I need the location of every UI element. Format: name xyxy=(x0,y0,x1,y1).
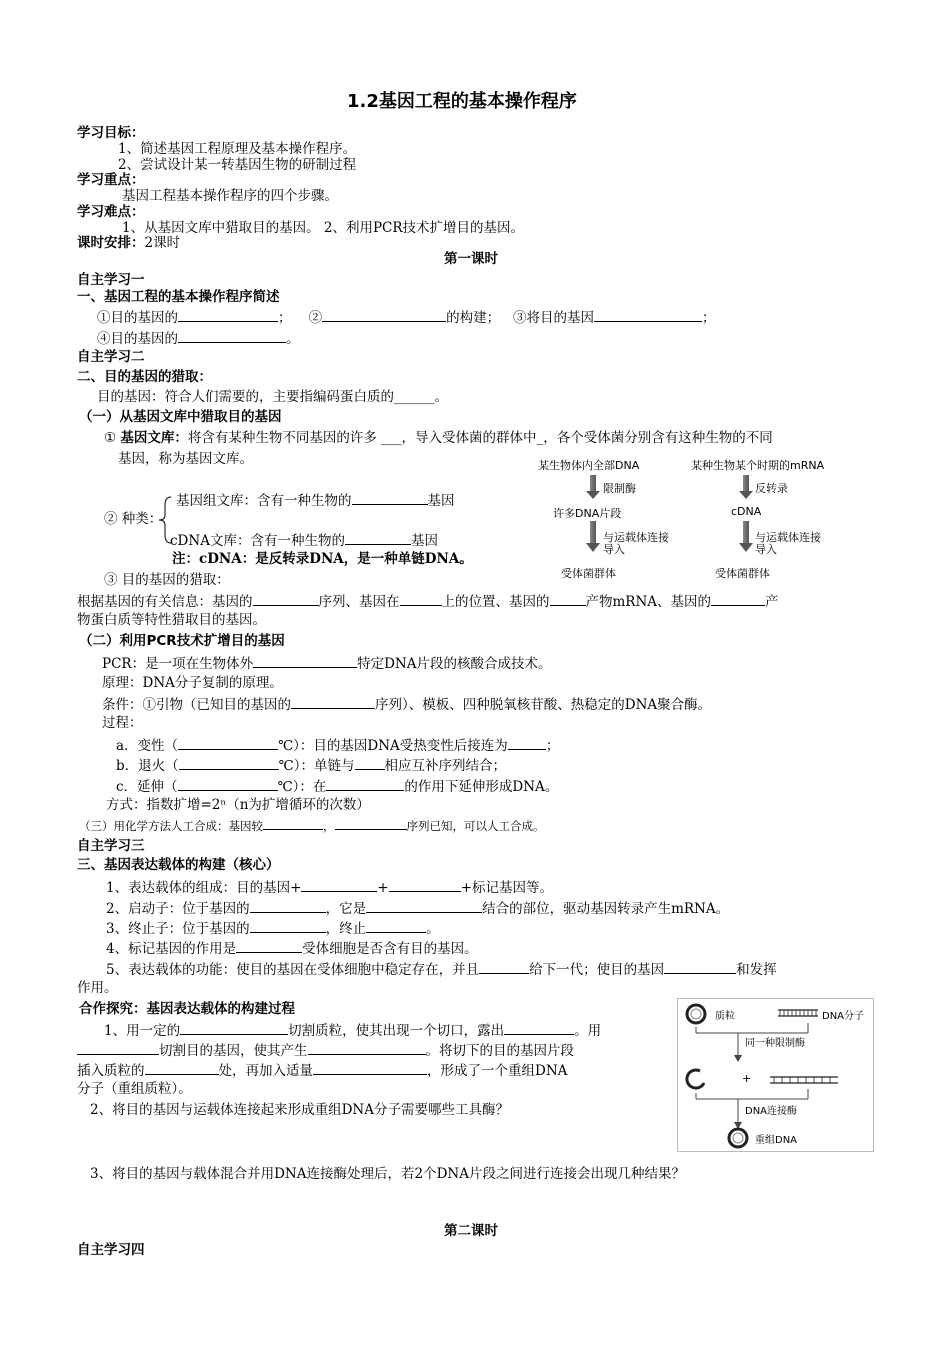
fig1-right-bottom: 受体菌群体 xyxy=(715,567,770,580)
schedule-label: 课时安排： xyxy=(77,235,145,251)
library-label: 基因文库： xyxy=(120,430,188,446)
v-text: 4、标记基因的作用是 xyxy=(106,941,237,957)
answer-blank[interactable] xyxy=(145,1060,219,1075)
self-study-2: 自主学习二 xyxy=(77,349,145,365)
coop-2: 2、将目的基因与运载体连接起来形成重组DNA分子需要哪些工具酶？ xyxy=(90,1102,509,1118)
fig2-plasmid: 质粒 xyxy=(715,1011,735,1022)
page-title: 1.2基因工程的基本操作程序 xyxy=(347,91,577,112)
difficulty-text: 1、从基因文库中猎取目的基因。 2、利用PCR技术扩增目的基因。 xyxy=(122,220,525,236)
v-text: 给下一代；使目的基因 xyxy=(529,962,665,978)
fig1-left-step2b: 导入 xyxy=(603,543,625,556)
pcr-conditions xyxy=(102,694,711,714)
answer-blank[interactable] xyxy=(250,898,326,913)
hunt-line xyxy=(77,591,779,611)
vector-2 xyxy=(106,898,729,918)
section-1-heading: 一、基因工程的基本操作程序简述 xyxy=(77,289,280,305)
fig1-left-top: 某生物体内全部DNA xyxy=(538,459,640,472)
fig2-plus: + xyxy=(742,1072,752,1085)
v-text: 2、启动子：位于基因的 xyxy=(106,901,250,917)
c-text: 。用 xyxy=(574,1023,602,1039)
schedule-line xyxy=(77,234,180,252)
step-text: ①目的基因的 xyxy=(97,310,178,326)
hunt-text: 上的位置、基因的 xyxy=(441,594,550,610)
self-study-3: 自主学习三 xyxy=(77,838,145,854)
answer-blank[interactable] xyxy=(335,817,407,830)
fig2-recomb: 重组DNA xyxy=(755,1135,798,1146)
c-text: 1、用一定的 xyxy=(104,1023,181,1039)
step-text: c．延伸（ xyxy=(116,779,178,795)
pcr-step-c xyxy=(116,776,558,796)
vector-5 xyxy=(106,959,777,979)
step-text: ④目的基因的 xyxy=(97,331,178,347)
coop-1c xyxy=(77,1060,567,1080)
v-text: 。 xyxy=(426,921,440,937)
vector-4 xyxy=(106,938,478,958)
target-gene-def: 目的基因：符合人们需要的，主要指编码蛋白质的______。 xyxy=(97,389,448,405)
subsection-2: （二）利用PCR技术扩增目的基因 xyxy=(79,633,285,649)
steps-line-1 xyxy=(97,307,716,327)
answer-blank[interactable] xyxy=(479,959,529,974)
hunt-text: 根据基因的有关信息：基因的 xyxy=(77,594,253,610)
answer-blank[interactable] xyxy=(178,307,278,322)
answer-blank[interactable] xyxy=(178,735,278,750)
kind-1 xyxy=(176,490,455,510)
answer-blank[interactable] xyxy=(308,1040,426,1055)
c-text: 插入质粒的 xyxy=(77,1063,145,1079)
fig2-dna: DNA分子 xyxy=(822,1011,865,1022)
num: ① xyxy=(104,430,117,446)
pcr-text: 特定DNA片段的核酸合成技术。 xyxy=(357,656,552,672)
answer-blank[interactable] xyxy=(178,328,286,343)
v-text: + xyxy=(377,880,389,896)
answer-blank[interactable] xyxy=(345,530,411,545)
answer-blank[interactable] xyxy=(366,898,482,913)
pcr-step-a xyxy=(116,735,559,755)
v-text: 1、表达载体的组成：目的基因+ xyxy=(106,880,302,896)
answer-blank[interactable] xyxy=(400,591,442,606)
pcr-process: 过程： xyxy=(102,715,143,731)
fig1-right-step2a: 与运载体连接 xyxy=(755,531,821,544)
vector-3 xyxy=(106,918,440,938)
pcr-mode: 方式：指数扩增=2ⁿ（n为扩增循环的次数） xyxy=(106,797,370,813)
answer-blank[interactable] xyxy=(236,938,302,953)
answer-blank[interactable] xyxy=(352,490,428,505)
fig1-left-bottom: 受体菌群体 xyxy=(561,567,616,580)
kind-label: ② 种类： xyxy=(104,511,163,527)
v-text: 3、终止子：位于基因的 xyxy=(106,921,250,937)
cond-text: 序列）、模板、四种脱氧核苷酸、热稳定的DNA聚合酶。 xyxy=(375,697,712,713)
library-line-2: 基因，称为基因文库。 xyxy=(118,451,253,467)
answer-blank[interactable] xyxy=(366,918,426,933)
v-text: ，它是 xyxy=(325,901,367,917)
step-text: ③将目的基因 xyxy=(513,310,595,326)
fig1-right-step1: 反转录 xyxy=(755,482,788,495)
step-text: 相应互补序列结合； xyxy=(384,758,507,774)
step-text: ℃）：在 xyxy=(277,779,327,795)
fig1-left-mid: 许多DNA片段 xyxy=(553,507,622,520)
answer-blank[interactable] xyxy=(594,307,702,322)
hunt-text: 产 xyxy=(765,594,779,610)
answer-blank[interactable] xyxy=(301,877,377,892)
answer-blank[interactable] xyxy=(504,1020,574,1035)
subsection-1: （一）从基因文库中猎取目的基因 xyxy=(79,409,282,425)
goal-1: 1、简述基因工程原理及基本操作程序。 xyxy=(118,141,357,157)
answer-blank[interactable] xyxy=(355,755,385,770)
answer-blank[interactable] xyxy=(253,591,319,606)
answer-blank[interactable] xyxy=(179,755,279,770)
answer-blank[interactable] xyxy=(508,735,546,750)
cut-plasmid-icon xyxy=(687,1070,704,1088)
pcr-principle: 原理：DNA分子复制的原理。 xyxy=(102,675,283,691)
step-text: b．退火（ xyxy=(116,758,179,774)
coop-1b xyxy=(77,1040,574,1060)
fig1-left-step1: 限制酶 xyxy=(603,482,636,495)
focus-text: 基因工程基本操作程序的四个步骤。 xyxy=(122,188,338,204)
step-text: ； xyxy=(545,738,560,754)
hunt-line-2: 物蛋白质等特性猎取目的基因。 xyxy=(77,612,266,628)
coop-heading: 合作探究：基因表达载体的构建过程 xyxy=(79,1001,295,1017)
goal-2: 2、尝试设计某一转基因生物的研制过程 xyxy=(118,157,357,173)
v-text: 5、表达载体的功能：使目的基因在受体细胞中稳定存在，并且 xyxy=(106,962,480,978)
step-text: ； xyxy=(702,310,716,326)
hunt-text: 产物mRNA、基因的 xyxy=(585,594,712,610)
cdna-note: 注：cDNA：是反转录DNA，是一种单链DNA。 xyxy=(172,551,473,567)
focus-label: 学习重点： xyxy=(77,172,145,188)
answer-blank[interactable] xyxy=(250,918,326,933)
v-text: ，终止 xyxy=(325,921,367,937)
self-study-1: 自主学习一 xyxy=(77,272,145,288)
answer-blank[interactable] xyxy=(326,776,404,791)
step-text: a．变性（ xyxy=(116,738,179,754)
coop-3: 3、将目的基因与载体混合并用DNA连接酶处理后，若2个DNA片段之间进行连接会出现几种结果？ xyxy=(90,1166,685,1182)
subsection-3 xyxy=(79,817,545,835)
hunt-label: ③ 目的基因的猎取： xyxy=(104,572,230,588)
difficulty-label: 学习难点： xyxy=(77,204,145,220)
answer-blank[interactable] xyxy=(178,776,278,791)
lesson-1-heading: 第一课时 xyxy=(444,251,498,267)
plasmid-icon xyxy=(687,1005,705,1023)
v-text: 结合的部位，驱动基因转录产生mRNA。 xyxy=(482,901,730,917)
answer-blank[interactable] xyxy=(711,591,765,606)
sub3-text: （三）用化学方法人工合成：基因较 xyxy=(79,819,263,833)
pcr-text: PCR：是一项在生物体外 xyxy=(102,656,254,672)
coop-1 xyxy=(104,1020,601,1040)
answer-blank[interactable] xyxy=(550,591,586,606)
dna-strand-icon xyxy=(778,1010,818,1016)
answer-blank[interactable] xyxy=(291,694,375,709)
answer-blank[interactable] xyxy=(664,959,736,974)
coop-1d: 分子（重组质粒）。 xyxy=(77,1081,192,1097)
self-study-4: 自主学习四 xyxy=(77,1242,145,1258)
library-text: 将含有某种生物不同基因的许多 ___，导入受体菌的群体中_，各个受体菌分别含有这种生物的不同 xyxy=(187,430,773,446)
fig2-ligase: DNA连接酶 xyxy=(745,1106,798,1117)
c-text: 。将切下的目的基因片段 xyxy=(425,1043,574,1059)
hunt-text: 序列、基因在 xyxy=(318,594,400,610)
goals-label: 学习目标： xyxy=(77,125,145,141)
steps-line-2 xyxy=(97,328,300,348)
step-text: ； xyxy=(278,310,292,326)
fig1-right-mid: cDNA xyxy=(731,505,762,518)
answer-blank[interactable] xyxy=(313,1060,427,1075)
step-text: ℃）：单链与 xyxy=(278,758,355,774)
step-text: 的作用下延伸形成DNA。 xyxy=(404,779,559,795)
v-text: 和发挥 xyxy=(736,962,777,978)
step-text: ℃）：目的基因DNA受热变性后接连为 xyxy=(278,738,508,754)
step-text: 的构建； xyxy=(446,310,501,326)
c-text: ，形成了一个重组DNA xyxy=(427,1063,568,1079)
kind-text: 基因组文库：含有一种生物的 xyxy=(176,493,352,509)
fig1-left-step2a: 与运载体连接 xyxy=(603,531,669,544)
v-text: 受体细胞是否含有目的基因。 xyxy=(302,941,478,957)
c-text: 切割目的基因，使其产生 xyxy=(159,1043,308,1059)
v-text: +标记基因等。 xyxy=(460,880,554,896)
schedule-text: 2课时 xyxy=(144,235,181,251)
cond-text: 条件：①引物（已知目的基因的 xyxy=(102,697,291,713)
step-text: 。 xyxy=(286,331,300,347)
section-2-heading: 二、目的基因的猎取： xyxy=(77,369,212,385)
answer-blank[interactable] xyxy=(389,877,461,892)
cut-fragment-icon xyxy=(770,1077,838,1083)
pcr-step-b xyxy=(116,755,506,775)
recombinant-dna-icon xyxy=(729,1129,747,1147)
step-text: ② xyxy=(308,310,323,326)
lesson-2-heading: 第二课时 xyxy=(444,1223,498,1239)
fig2-enzyme: 同一种限制酶 xyxy=(745,1038,805,1049)
fig1-right-top: 某种生物某个时期的mRNA xyxy=(691,459,825,472)
kind-text: 基因 xyxy=(410,533,438,549)
answer-blank[interactable] xyxy=(263,817,323,830)
answer-blank[interactable] xyxy=(253,653,357,668)
section-3-heading: 三、基因表达载体的构建（核心） xyxy=(77,857,280,873)
kind-text: cDNA文库：含有一种生物的 xyxy=(170,533,345,549)
answer-blank[interactable] xyxy=(180,1020,288,1035)
library-line xyxy=(104,429,773,447)
sub3-text: ， xyxy=(323,819,335,833)
vector-5-cont: 作用。 xyxy=(77,980,118,996)
answer-blank[interactable] xyxy=(322,307,446,322)
answer-blank[interactable] xyxy=(77,1040,159,1055)
kind-text: 基因 xyxy=(427,493,455,509)
sub3-text: 序列已知，可以人工合成。 xyxy=(406,819,545,833)
c-text: 切割质粒，使其出现一个切口，露出 xyxy=(288,1023,505,1039)
fig1-right-step2b: 导入 xyxy=(755,543,777,556)
c-text: 处，再加入适量 xyxy=(218,1063,313,1079)
vector-1 xyxy=(106,877,553,897)
kind-2 xyxy=(170,530,438,550)
pcr-def xyxy=(102,653,551,673)
